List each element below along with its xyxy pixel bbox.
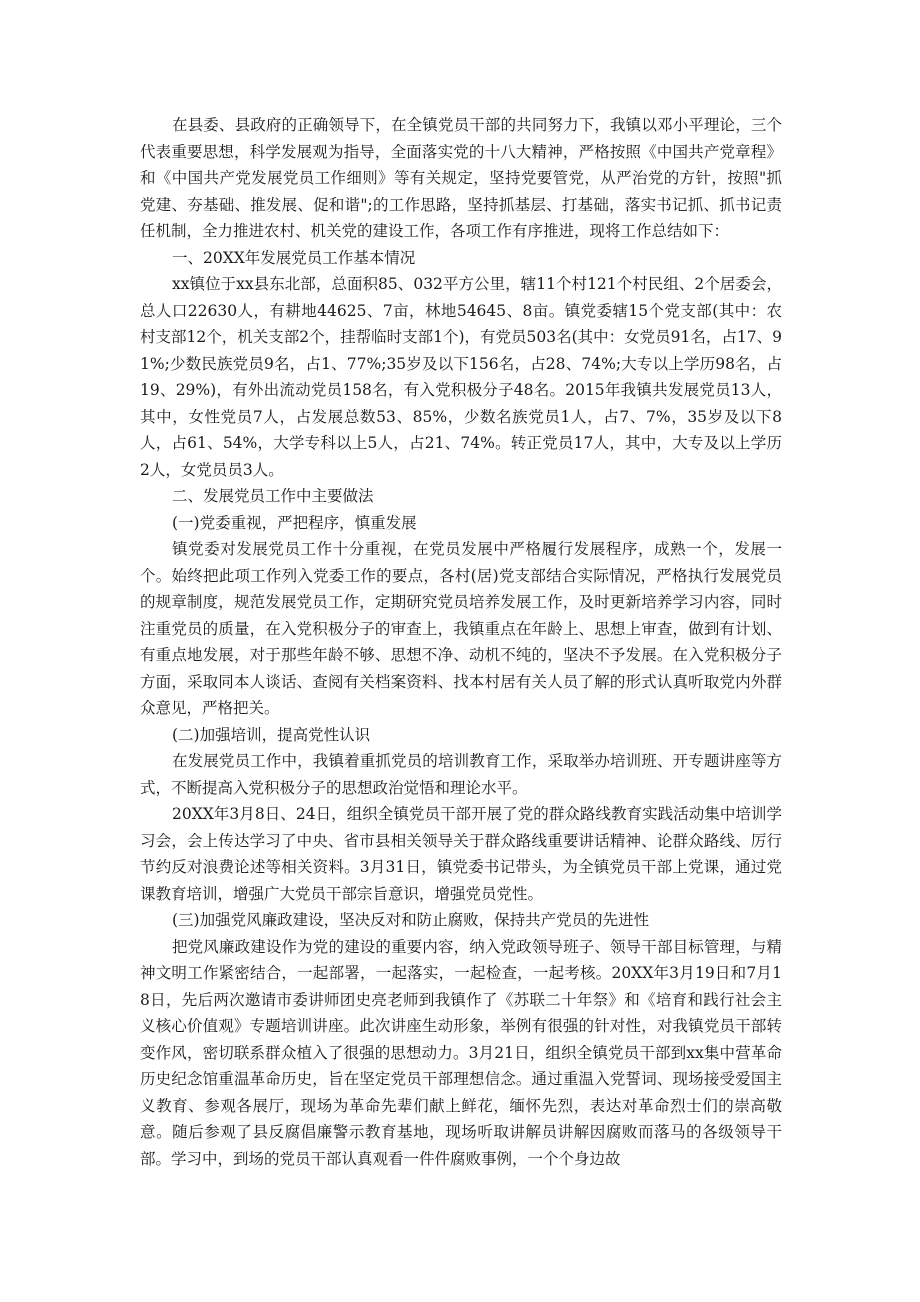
subheading-party-committee: (一)党委重视，严把程序，慎重发展 [172,513,417,532]
anti-corruption-paragraph: 把党风廉政建设作为党的建设的重要内容，纳入党政领导班子、领导干部目标管理，与精神文明工作紧密结合，一起部署，一起落实，一起检查，一起考核。20XX年3月19日和7月18日，先后两次邀请市委讲师团史亮老师到我镇作了《苏联二十年祭》和《培育和践行社会主义核心价值观》专题培训讲座。此次讲座生动形象，举例有很强的针对性，对我镇党员干部转变作风，密切联系群众植入了很强的思想动力。3月21日，组织全镇党员干部到xx集中营革命历史纪念馆重温革命历史，旨在坚定党员干部理想信念。通过重温入党誓词、现场接受爱国主义教育、参观各展厅，现场为革命先辈们献上鲜花，缅怀先烈，表达对革命烈士们的崇高敬意。随后参观了县反腐倡廉警示教育基地，现场听取讲解员讲解因腐败而落马的各级领导干部。学习中，到场的党员干部认真观看一件件腐败事例，一个个身边故 [140,937,782,1168]
training-detail-paragraph: 20XX年3月8日、24日，组织全镇党员干部开展了党的群众路线教育实践活动集中培训学习会，会上传达学习了中央、省市县相关领导关于群众路线重要讲话精神、论群众路线、厉行节约反对浪费论述等相关资料。3月31日，镇党委书记带头，为全镇党员干部上党课，通过党课教育培训，增强广大党员干部宗旨意识，增强党员党性。 [140,805,782,903]
training-paragraph: 在发展党员工作中，我镇着重抓党员的培训教育工作，采取举办培训班、开专题讲座等方式，不断提高入党积极分子的思想政治觉悟和理论水平。 [140,752,782,797]
document-page [140,112,782,1172]
section-heading-main-methods: 二、发展党员工作中主要做法 [172,487,374,505]
party-committee-paragraph: 镇党委对发展党员工作十分重视，在党员发展中严格履行发展程序，成熟一个，发展一个。始终把此项工作列入党委工作的要点，各村(居)党支部结合实际情况，严格执行发展党员的规章制度，规范发展党员工作，定期研究党员培养发展工作，及时更新培养学习内容，同时注重党员的质量，在入党积极分子的审查上，我镇重点在年龄上、思想上审查，做到有计划、有重点地发展，对于那些年龄不够、思想不净、动机不纯的，坚决不予发展。在入党积极分子方面，采取同本人谈话、查阅有关档案资料、找本村居有关人员了解的形式认真听取党内外群众意见，严格把关。 [140,540,782,717]
basic-situation-paragraph: xx镇位于xx县东北部，总面积85、032平方公里，辖11个村121个村民组、2个居委会，总人口22630人，有耕地44625、7亩，林地54645、8亩。镇党委辖15个党支部(其中：农村支部12个，机关支部2个，挂帮临时支部1个)，有党员503名(其中：女党员91名，占17、91%;少数民族党员9名，占1、77%;35岁及以下156名，占28、74%;大专以上学历98名，占19、29%)，有外出流动党员158名，有入党积极分子48名。2015年我镇共发展党员13人，其中，女性党员7人，占发展总数53、85%，少数名族党员1人，占7、7%，35岁及以下8人，占61、54%，大学专科以上5人，占21、74%。转正党员17人，其中，大专及以上学历2人，女党员员3人。 [140,275,782,479]
subheading-training: (二)加强培训，提高党性认识 [172,725,371,744]
section-heading-basic-situation: 一、20XX年发展党员工作基本情况 [172,248,416,267]
subheading-anti-corruption: (三)加强党风廉政建设，坚决反对和防止腐败，保持共产党员的先进性 [172,911,650,929]
intro-paragraph: 在县委、县政府的正确领导下，在全镇党员干部的共同努力下，我镇以邓小平理论，三个代表重要思想，科学发展观为指导，全面落实党的十八大精神，严格按照《中国共产党章程》和《中国共产党发展党员工作细则》等有关规定，坚持党要管党，从严治党的方针，按照"抓党建、夯基础、推发展、促和谐";的工作思路，坚持抓基层、打基础，落实书记抓、抓书记责任机制，全力推进农村、机关党的建设工作，各项工作有序推进，现将工作总结如下： [140,116,782,240]
